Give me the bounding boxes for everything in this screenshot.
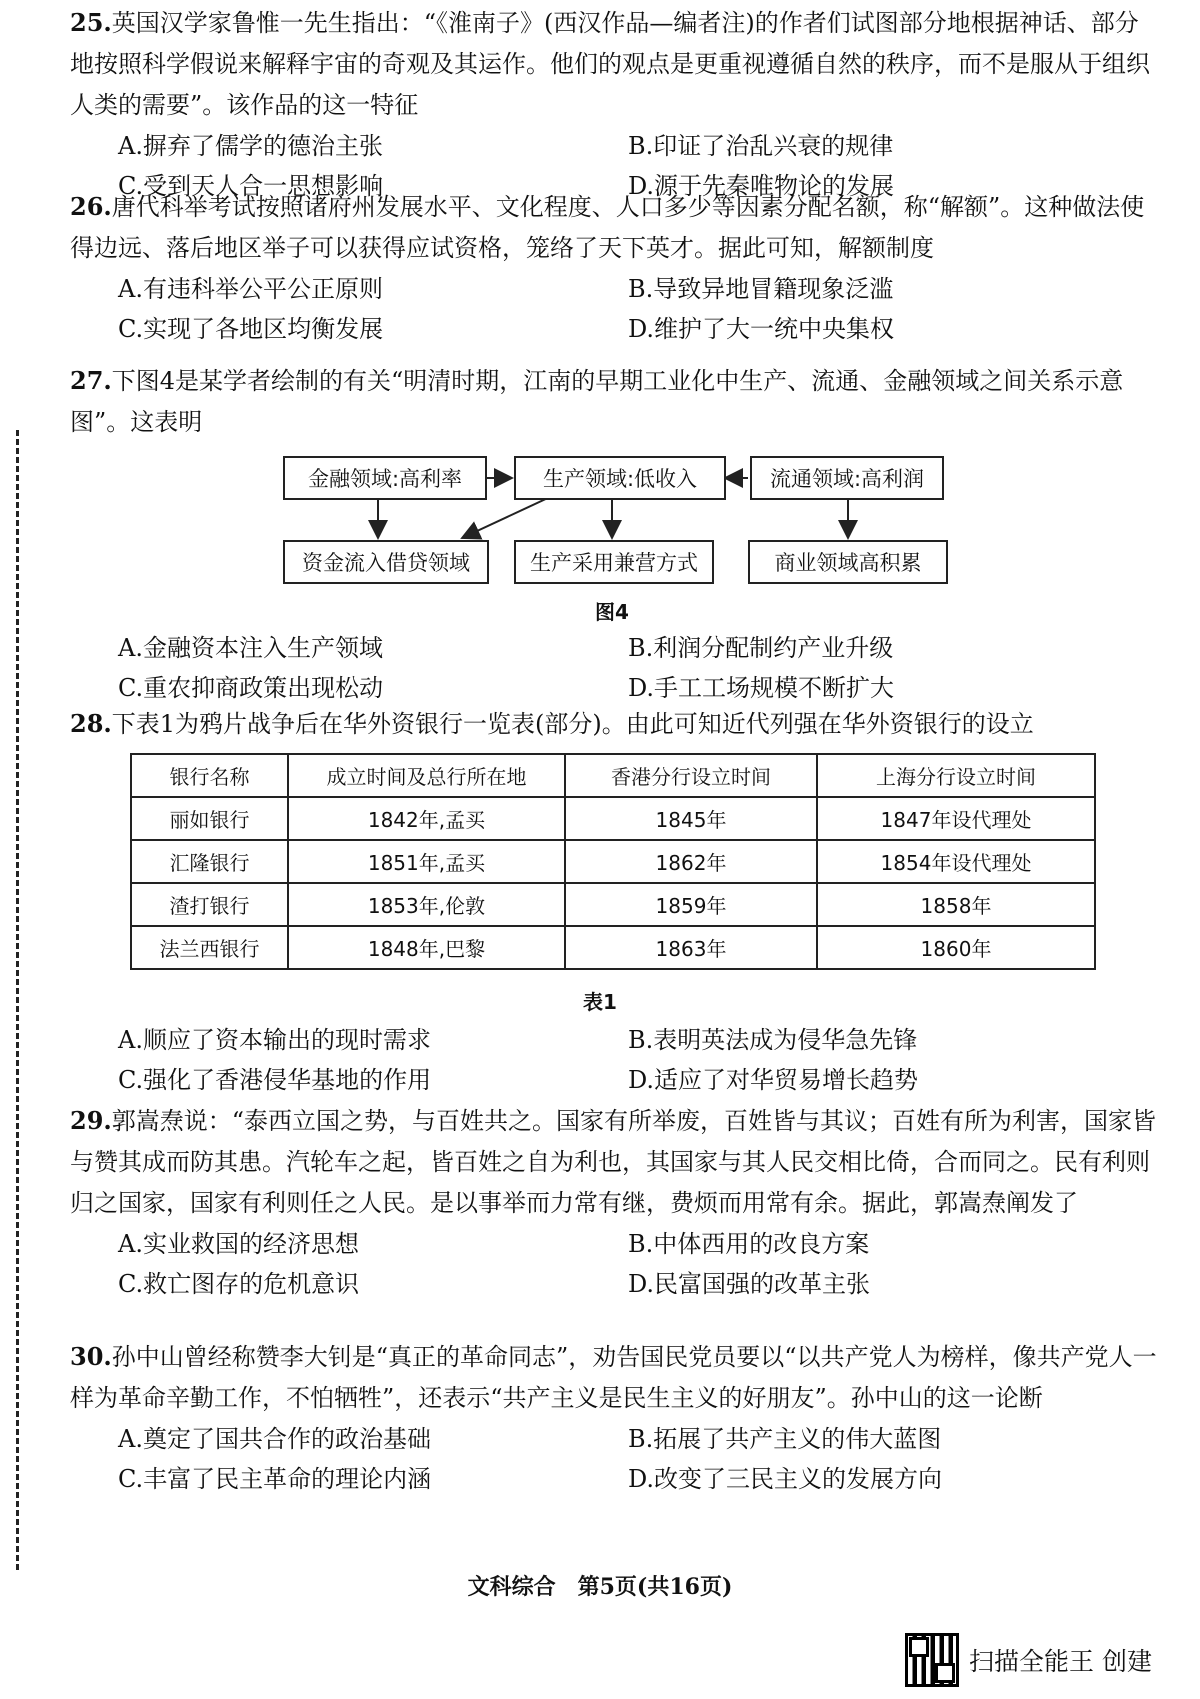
box-finance: 金融领域:高利率 [283, 456, 487, 500]
box-capital-lending: 资金流入借贷领域 [283, 540, 489, 584]
header-shanghai-branch: 上海分行设立时间 [817, 754, 1095, 797]
option-d[interactable]: D.手工工场规模不断扩大 [628, 674, 895, 702]
question-29 [70, 1100, 1160, 1306]
figure-caption: 图4 [595, 600, 629, 624]
option-c[interactable]: C.救亡图存的危机意识 [118, 1270, 360, 1298]
option-b[interactable]: B.印证了治乱兴衰的规律 [628, 132, 894, 160]
option-c[interactable]: C.丰富了民主革命的理论内涵 [118, 1465, 432, 1493]
question-27-options [70, 628, 1160, 710]
option-b[interactable]: B.利润分配制约产业升级 [628, 634, 894, 662]
table-cell: 1851年,孟买 [288, 840, 565, 883]
question-25 [70, 2, 1160, 208]
question-stem: 25.英国汉学家鲁惟一先生指出：“《淮南子》(西汉作品—编者注)的作者们试图部分地根据神话、部分地按照科学假说来解释宇宙的奇观及其运作。他们的观点是更重视遵循自然的秩序，而不是服从于组织人类的需要”。该作品的这一特征 [70, 8, 1150, 119]
table-cell: 汇隆银行 [131, 840, 288, 883]
table-cell: 1854年设代理处 [817, 840, 1095, 883]
question-stem: 26.唐代科举考试按照诸府州发展水平、文化程度、人口多少等因素分配名额，称“解额”。这种做法使得边远、落后地区举子可以获得应试资格，笼络了天下英才。据此可知，解额制度 [70, 192, 1145, 262]
scanner-watermark [905, 1632, 1152, 1688]
question-26 [70, 186, 1160, 351]
table-cell: 1847年设代理处 [817, 797, 1095, 840]
option-b[interactable]: B.导致异地冒籍现象泛滥 [628, 275, 894, 303]
options [70, 1419, 1160, 1501]
option-b[interactable]: B.表明英法成为侵华急先锋 [628, 1026, 918, 1054]
question-stem: 28.下表1为鸦片战争后在华外资银行一览表(部分)。由此可知近代列强在华外资银行的设立 [70, 709, 1034, 738]
table-cell: 渣打银行 [131, 883, 288, 926]
question-27 [70, 360, 1160, 443]
table-cell: 1863年 [565, 926, 817, 969]
table-cell: 1853年,伦敦 [288, 883, 565, 926]
table-cell: 1848年,巴黎 [288, 926, 565, 969]
options [70, 628, 1160, 710]
option-d[interactable]: D.适应了对华贸易增长趋势 [628, 1066, 919, 1094]
table-row [131, 840, 1095, 883]
options [70, 1020, 1160, 1102]
question-stem: 29.郭嵩焘说：“泰西立国之势，与百姓共之。国家有所举废，百姓皆与其议；百姓有所为利害，国家皆与赞其成而防其患。汽轮车之起，皆百姓之自为利也，其国家与其人民交相比倚，合而同之。民有利则归之国家，国家有利则任之人民。是以事举而力常有继，费烦而用常有余。据此，郭嵩焘阐发了 [70, 1106, 1157, 1217]
header-founded: 成立时间及总行所在地 [288, 754, 565, 797]
question-stem: 27.下图4是某学者绘制的有关“明清时期，江南的早期工业化中生产、流通、金融领域之间关系示意图”。这表明 [70, 366, 1124, 436]
option-d[interactable]: D.源于先秦唯物论的发展 [628, 172, 895, 200]
option-b[interactable]: B.拓展了共产主义的伟大蓝图 [628, 1425, 942, 1453]
options [70, 1224, 1160, 1306]
question-stem: 30.孙中山曾经称赞李大钊是“真正的革命同志”，劝告国民党员要以“以共产党人为榜样，像共产党人一样为革命辛勤工作，不怕牺牲”，还表示“共产主义是民生主义的好朋友”。孙中山的这一论断 [70, 1342, 1157, 1412]
question-28-options [70, 1020, 1160, 1102]
box-commerce-accumulation: 商业领域高积累 [748, 540, 948, 584]
table-cell: 丽如银行 [131, 797, 288, 840]
box-production: 生产领域:低收入 [514, 456, 726, 500]
header-bank-name: 银行名称 [131, 754, 288, 797]
option-d[interactable]: D.维护了大一统中央集权 [628, 315, 895, 343]
option-a[interactable]: A.金融资本注入生产领域 [118, 634, 383, 662]
table-header-row [131, 754, 1095, 797]
option-a[interactable]: A.实业救国的经济思想 [118, 1230, 359, 1258]
option-c[interactable]: C.重农抑商政策出现松动 [118, 674, 384, 702]
option-a[interactable]: A.顺应了资本输出的现时需求 [118, 1026, 431, 1054]
table-cell: 法兰西银行 [131, 926, 288, 969]
table-cell: 1859年 [565, 883, 817, 926]
page-footer: 文科综合 第5页(共16页) [467, 1574, 733, 1600]
qr-code-icon [905, 1633, 959, 1687]
table-cell: 1845年 [565, 797, 817, 840]
box-mixed-operation: 生产采用兼营方式 [514, 540, 714, 584]
question-28 [70, 703, 1160, 745]
scanner-brand-text: 扫描全能王 创建 [969, 1647, 1152, 1676]
table-row [131, 883, 1095, 926]
option-d[interactable]: D.改变了三民主义的发展方向 [628, 1465, 943, 1493]
table-cell: 1842年,孟买 [288, 797, 565, 840]
option-c[interactable]: C.强化了香港侵华基地的作用 [118, 1066, 432, 1094]
table-caption: 表1 [583, 990, 617, 1014]
option-d[interactable]: D.民富国强的改革主张 [628, 1270, 871, 1298]
options [70, 269, 1160, 351]
option-a[interactable]: A.摒弃了儒学的德治主张 [118, 132, 383, 160]
foreign-banks-table [130, 753, 1096, 970]
table-row [131, 797, 1095, 840]
table-cell: 1858年 [817, 883, 1095, 926]
table-row [131, 926, 1095, 969]
table-cell: 1860年 [817, 926, 1095, 969]
box-circulation: 流通领域:高利润 [750, 456, 944, 500]
table-cell: 1862年 [565, 840, 817, 883]
option-c[interactable]: C.实现了各地区均衡发展 [118, 315, 384, 343]
option-a[interactable]: A.有违科举公平公正原则 [118, 275, 383, 303]
header-hongkong-branch: 香港分行设立时间 [565, 754, 817, 797]
option-a[interactable]: A.奠定了国共合作的政治基础 [118, 1425, 431, 1453]
option-c[interactable]: C.受到天人合一思想影响 [118, 172, 384, 200]
question-30 [70, 1336, 1160, 1501]
option-b[interactable]: B.中体西用的改良方案 [628, 1230, 870, 1258]
